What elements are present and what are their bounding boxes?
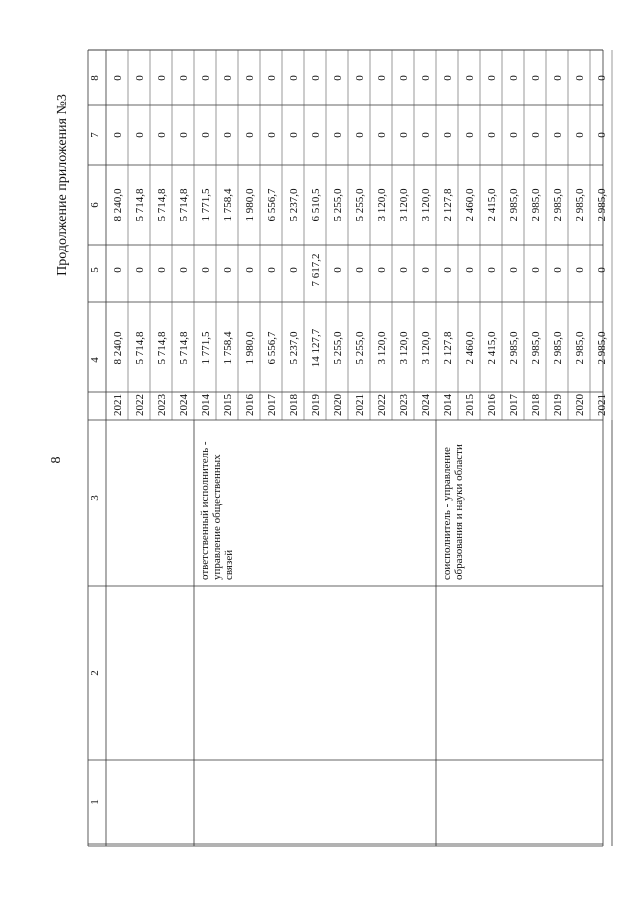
cell-year: 2019 [310, 394, 322, 416]
cell-other: 0 [288, 75, 300, 81]
cell-year: 2015 [464, 394, 476, 416]
cell-local: 0 [552, 132, 564, 138]
cell-regional: 2 985,0 [596, 188, 608, 222]
cell-local: 0 [420, 132, 432, 138]
column-number-7: 7 [89, 132, 101, 138]
cell-federal: 0 [398, 267, 410, 273]
cell-other: 0 [244, 75, 256, 81]
cell-other: 0 [574, 75, 586, 81]
executor-label-line: ответственный исполнитель - [199, 441, 211, 580]
cell-federal: 0 [442, 267, 454, 273]
cell-regional: 3 120,0 [398, 188, 410, 222]
cell-federal: 0 [552, 267, 564, 273]
cell-total: 5 714,8 [134, 331, 146, 365]
cell-total: 1 980,0 [244, 331, 256, 365]
cell-other: 0 [508, 75, 520, 81]
cell-other: 0 [266, 75, 278, 81]
cell-other: 0 [178, 75, 190, 81]
cell-other: 0 [134, 75, 146, 81]
cell-total: 2 985,0 [530, 331, 542, 365]
cell-total: 2 985,0 [508, 331, 520, 365]
cell-regional: 1 758,4 [222, 188, 234, 222]
cell-local: 0 [310, 132, 322, 138]
cell-local: 0 [442, 132, 454, 138]
cell-year: 2020 [332, 394, 344, 416]
cell-regional: 5 255,0 [332, 188, 344, 222]
cell-year: 2014 [442, 394, 454, 416]
cell-other: 0 [376, 75, 388, 81]
cell-total: 2 415,0 [486, 331, 498, 365]
cell-year: 2023 [156, 394, 168, 416]
cell-total: 5 255,0 [332, 331, 344, 365]
cell-regional: 2 985,0 [508, 188, 520, 222]
column-number-3: 3 [89, 495, 101, 501]
cell-federal: 0 [134, 267, 146, 273]
cell-total: 2 460,0 [464, 331, 476, 365]
page-number: 8 [49, 456, 64, 464]
cell-total: 2 127,8 [442, 331, 454, 365]
cell-local: 0 [332, 132, 344, 138]
cell-year: 2014 [200, 394, 212, 416]
executor-label-line: соисполнитель - управление [441, 447, 453, 580]
cell-year: 2015 [222, 394, 234, 416]
cell-total: 2 985,0 [574, 331, 586, 365]
cell-federal: 0 [486, 267, 498, 273]
cell-federal: 0 [596, 267, 608, 273]
cell-federal: 0 [178, 267, 190, 273]
cell-federal: 0 [266, 267, 278, 273]
cell-federal: 0 [156, 267, 168, 273]
cell-regional: 1 771,5 [200, 188, 212, 222]
cell-federal: 0 [354, 267, 366, 273]
cell-year: 2016 [486, 394, 498, 416]
cell-other: 0 [530, 75, 542, 81]
cell-local: 0 [596, 132, 608, 138]
cell-federal: 0 [530, 267, 542, 273]
column-number-5: 5 [89, 267, 101, 273]
cell-year: 2024 [178, 394, 190, 416]
cell-local: 0 [530, 132, 542, 138]
cell-other: 0 [420, 75, 432, 81]
cell-regional: 2 127,8 [442, 188, 454, 222]
cell-total: 2 985,0 [552, 331, 564, 365]
cell-federal: 0 [288, 267, 300, 273]
cell-local: 0 [266, 132, 278, 138]
cell-other: 0 [486, 75, 498, 81]
cell-year: 2016 [244, 394, 256, 416]
cell-local: 0 [178, 132, 190, 138]
cell-local: 0 [398, 132, 410, 138]
cell-regional: 2 985,0 [574, 188, 586, 222]
cell-local: 0 [464, 132, 476, 138]
executor-label-line: образования и науки области [453, 444, 465, 580]
cell-local: 0 [200, 132, 212, 138]
cell-other: 0 [310, 75, 322, 81]
cell-total: 8 240,0 [112, 331, 124, 365]
cell-total: 3 120,0 [376, 331, 388, 365]
cell-other: 0 [112, 75, 124, 81]
cell-other: 0 [442, 75, 454, 81]
cell-federal: 0 [244, 267, 256, 273]
cell-year: 2022 [134, 394, 146, 416]
cell-other: 0 [552, 75, 564, 81]
cell-regional: 5 255,0 [354, 188, 366, 222]
cell-local: 0 [288, 132, 300, 138]
cell-regional: 2 985,0 [530, 188, 542, 222]
cell-federal: 0 [508, 267, 520, 273]
cell-total: 14 127,7 [310, 328, 322, 368]
cell-local: 0 [376, 132, 388, 138]
cell-local: 0 [354, 132, 366, 138]
cell-local: 0 [134, 132, 146, 138]
executor-label-line: связей [223, 549, 235, 580]
cell-year: 2024 [420, 394, 432, 416]
cell-total: 5 237,0 [288, 331, 300, 365]
cell-regional: 2 985,0 [552, 188, 564, 222]
cell-other: 0 [596, 75, 608, 81]
cell-year: 2022 [376, 394, 388, 416]
column-number-8: 8 [89, 75, 101, 81]
cell-federal: 0 [464, 267, 476, 273]
cell-year: 2023 [398, 394, 410, 416]
cell-local: 0 [222, 132, 234, 138]
cell-year: 2019 [552, 394, 564, 416]
cell-total: 5 714,8 [156, 331, 168, 365]
cell-regional: 2 460,0 [464, 188, 476, 222]
column-number-2: 2 [89, 670, 101, 676]
column-number-4: 4 [89, 357, 101, 363]
cell-year: 2021 [596, 394, 608, 416]
cell-local: 0 [574, 132, 586, 138]
cell-other: 0 [464, 75, 476, 81]
column-number-6: 6 [89, 202, 101, 208]
cell-regional: 2 415,0 [486, 188, 498, 222]
cell-total: 3 120,0 [398, 331, 410, 365]
cell-federal: 0 [376, 267, 388, 273]
cell-local: 0 [156, 132, 168, 138]
cell-other: 0 [398, 75, 410, 81]
cell-federal: 7 617,2 [310, 253, 322, 287]
cell-total: 5 255,0 [354, 331, 366, 365]
cell-local: 0 [244, 132, 256, 138]
cell-regional: 5 714,8 [134, 188, 146, 222]
cell-total: 1 771,5 [200, 331, 212, 365]
cell-other: 0 [222, 75, 234, 81]
cell-year: 2021 [354, 394, 366, 416]
cell-total: 1 758,4 [222, 331, 234, 365]
cell-other: 0 [354, 75, 366, 81]
cell-regional: 6 510,5 [310, 188, 322, 222]
continuation-title: Продолжение приложения №3 [55, 94, 70, 276]
executor-label-line: управление общественных [211, 454, 223, 580]
cell-federal: 0 [332, 267, 344, 273]
cell-local: 0 [486, 132, 498, 138]
cell-year: 2018 [530, 394, 542, 416]
cell-regional: 5 714,8 [156, 188, 168, 222]
cell-regional: 3 120,0 [376, 188, 388, 222]
cell-total: 6 556,7 [266, 331, 278, 365]
cell-total: 5 714,8 [178, 331, 190, 365]
cell-federal: 0 [420, 267, 432, 273]
cell-other: 0 [200, 75, 212, 81]
cell-federal: 0 [222, 267, 234, 273]
cell-year: 2017 [266, 394, 278, 416]
cell-regional: 1 980,0 [244, 188, 256, 222]
cell-regional: 3 120,0 [420, 188, 432, 222]
cell-regional: 6 556,7 [266, 188, 278, 222]
cell-year: 2020 [574, 394, 586, 416]
cell-federal: 0 [574, 267, 586, 273]
cell-regional: 5 714,8 [178, 188, 190, 222]
cell-year: 2018 [288, 394, 300, 416]
cell-total: 2 985,0 [596, 331, 608, 365]
cell-local: 0 [112, 132, 124, 138]
cell-federal: 0 [112, 267, 124, 273]
cell-regional: 5 237,0 [288, 188, 300, 222]
cell-year: 2021 [112, 394, 124, 416]
cell-year: 2017 [508, 394, 520, 416]
cell-other: 0 [156, 75, 168, 81]
cell-federal: 0 [200, 267, 212, 273]
cell-local: 0 [508, 132, 520, 138]
cell-total: 3 120,0 [420, 331, 432, 365]
column-number-1: 1 [89, 799, 101, 805]
cell-regional: 8 240,0 [112, 188, 124, 222]
cell-other: 0 [332, 75, 344, 81]
